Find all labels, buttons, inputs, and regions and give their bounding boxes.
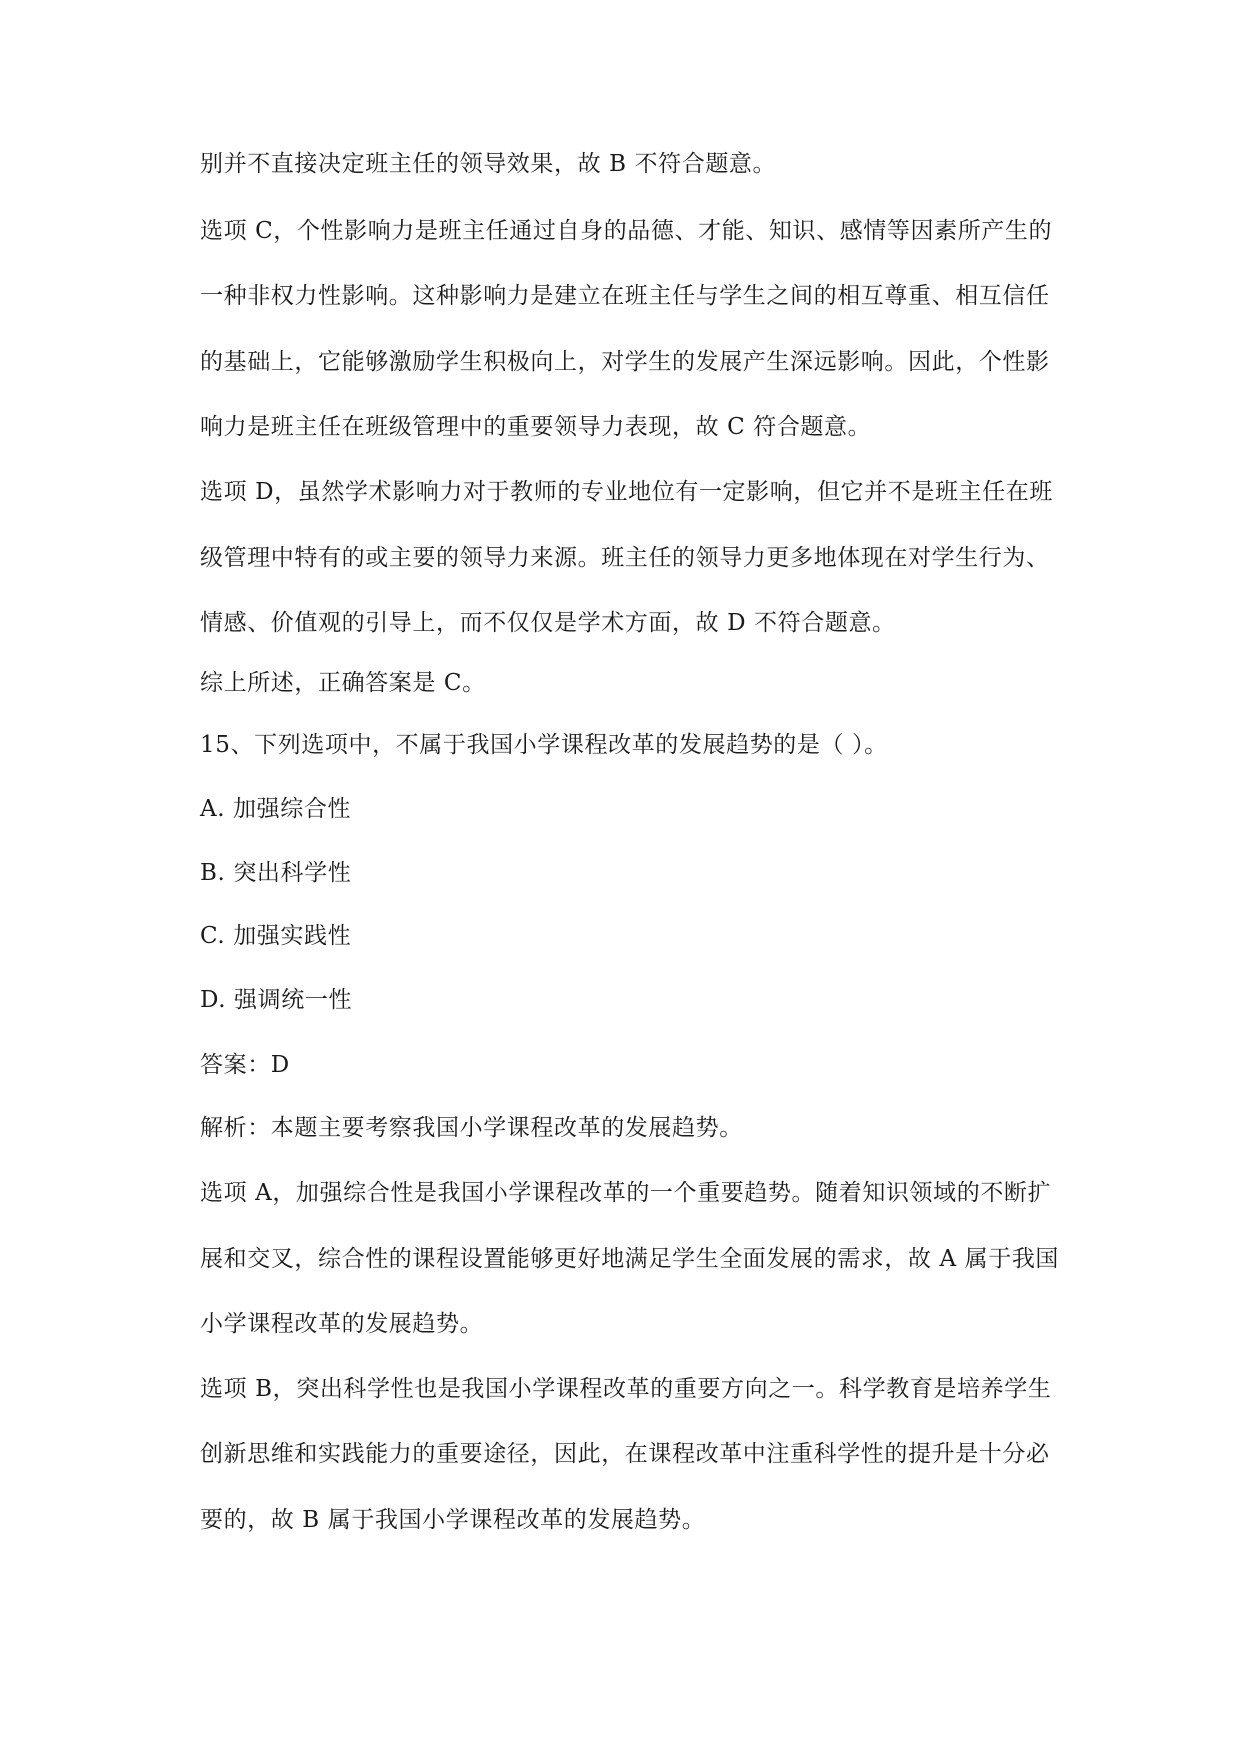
- text-line: 综上所述，正确答案是 C。: [200, 670, 486, 696]
- analysis-intro: 解析：本题主要考察我国小学课程改革的发展趋势。: [200, 1115, 743, 1141]
- text-line: 选项 D，虽然学术影响力对于教师的专业地位有一定影响，但它并不是班主任在班: [200, 479, 1053, 505]
- text-line: 展和交叉，综合性的课程设置能够更好地满足学生全面发展的需求，故 A 属于我国: [200, 1246, 1060, 1272]
- text-line: 级管理中特有的或主要的领导力来源。班主任的领导力更多地体现在对学生行为、: [200, 545, 1050, 571]
- option-c: C. 加强实践性: [200, 923, 352, 949]
- text-line: 选项 A，加强综合性是我国小学课程改革的一个重要趋势。随着知识领域的不断扩: [200, 1180, 1052, 1206]
- question-title: 15、下列选项中，不属于我国小学课程改革的发展趋势的是（ ）。: [200, 732, 888, 758]
- text-line: 响力是班主任在班级管理中的重要领导力表现，故 C 符合题意。: [200, 414, 872, 440]
- text-line: 一种非权力性影响。这种影响力是建立在班主任与学生之间的相互尊重、相互信任: [200, 283, 1050, 309]
- text-line: 的基础上，它能够激励学生积极向上，对学生的发展产生深远影响。因此，个性影: [200, 349, 1050, 375]
- text-line: 选项 B，突出科学性也是我国小学课程改革的重要方向之一。科学教育是培养学生: [200, 1376, 1052, 1402]
- text-line: 创新思维和实践能力的重要途径，因此，在课程改革中注重科学性的提升是十分必: [200, 1441, 1050, 1467]
- option-b: B. 突出科学性: [200, 860, 352, 886]
- option-a: A. 加强综合性: [200, 796, 352, 822]
- answer-line: 答案：D: [200, 1052, 290, 1078]
- text-line: 要的，故 B 属于我国小学课程改革的发展趋势。: [200, 1507, 706, 1533]
- text-line: 情感、价值观的引导上，而不仅仅是学术方面，故 D 不符合题意。: [200, 610, 896, 636]
- text-line: 别并不直接决定班主任的领导效果，故 B 不符合题意。: [200, 151, 777, 177]
- text-line: 选项 C，个性影响力是班主任通过自身的品德、才能、知识、感情等因素所产生的: [200, 218, 1053, 244]
- text-line: 小学课程改革的发展趋势。: [200, 1311, 484, 1337]
- option-d: D. 强调统一性: [200, 987, 353, 1013]
